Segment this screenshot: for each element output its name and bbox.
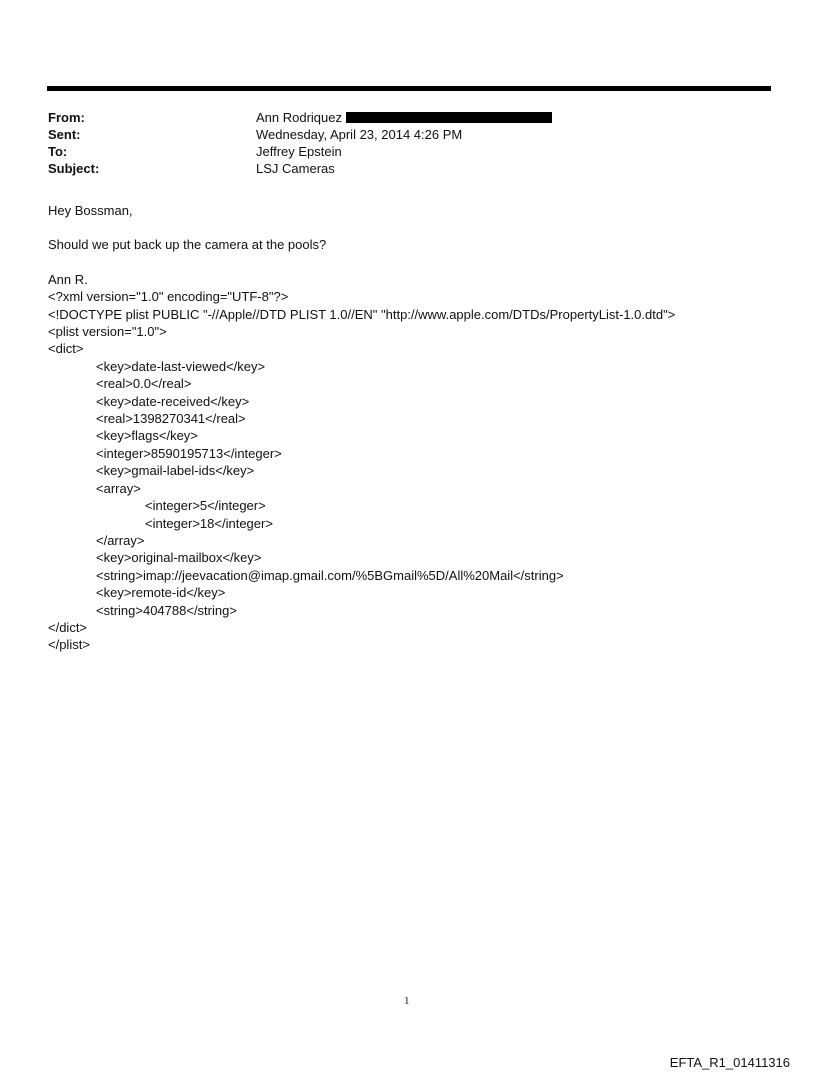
message: Should we put back up the camera at the pools? bbox=[48, 237, 327, 253]
plist-line: <plist version="1.0"> bbox=[48, 324, 167, 340]
signature: Ann R. bbox=[48, 271, 88, 287]
page-number: 1 bbox=[404, 995, 410, 1007]
to-value: Jeffrey Epstein bbox=[256, 144, 342, 159]
header-rule bbox=[47, 86, 771, 91]
to-row bbox=[48, 143, 552, 160]
plist-line: <integer>8590195713</integer> bbox=[96, 445, 282, 461]
plist-line: <string>404788</string> bbox=[96, 602, 237, 618]
plist-line: <real>1398270341</real> bbox=[96, 411, 246, 427]
plist-line: <integer>5</integer> bbox=[145, 498, 266, 514]
email-body bbox=[48, 202, 675, 654]
plist-line: <key>flags</key> bbox=[96, 428, 198, 444]
plist-line: <?xml version="1.0" encoding="UTF-8"?> bbox=[48, 289, 289, 305]
from-name: Ann Rodriquez bbox=[256, 110, 342, 125]
greeting: Hey Bossman, bbox=[48, 203, 133, 218]
sent-row bbox=[48, 126, 552, 143]
plist-line: <key>date-received</key> bbox=[96, 393, 250, 409]
plist-line: <integer>18</integer> bbox=[145, 515, 273, 531]
plist-line: <string>imap://jeevacation@imap.gmail.com/%5BGmail%5D/All%20Mail</string> bbox=[96, 567, 564, 583]
redaction-box bbox=[346, 112, 552, 123]
plist-line: <array> bbox=[96, 480, 141, 496]
plist-line: <key>date-last-viewed</key> bbox=[96, 358, 266, 374]
subject-value: LSJ Cameras bbox=[256, 161, 335, 176]
sent-value: Wednesday, April 23, 2014 4:26 PM bbox=[256, 127, 463, 142]
document-id: EFTA_R1_01411316 bbox=[669, 1055, 790, 1070]
from-value bbox=[256, 109, 552, 126]
from-row bbox=[48, 109, 552, 126]
subject-row bbox=[48, 160, 552, 177]
plist-line: <key>original-mailbox</key> bbox=[96, 550, 262, 566]
sent-label: Sent: bbox=[48, 127, 81, 142]
plist-line: </array> bbox=[96, 532, 145, 548]
plist-line: <!DOCTYPE plist PUBLIC "-//Apple//DTD PLIST 1.0//EN" "http://www.apple.com/DTDs/PropertyList-1.0.dtd"> bbox=[48, 306, 676, 322]
to-label: To: bbox=[48, 144, 68, 159]
plist-line: </plist> bbox=[48, 637, 90, 653]
plist-line: <dict> bbox=[48, 341, 84, 357]
plist-line: </dict> bbox=[48, 619, 88, 635]
plist-line: <key>remote-id</key> bbox=[96, 585, 226, 601]
plist-line: <key>gmail-label-ids</key> bbox=[96, 463, 255, 479]
subject-label: Subject: bbox=[48, 161, 100, 176]
email-header bbox=[48, 109, 552, 177]
plist-block bbox=[48, 288, 675, 654]
from-label: From: bbox=[48, 110, 85, 125]
plist-line: <real>0.0</real> bbox=[96, 376, 192, 392]
